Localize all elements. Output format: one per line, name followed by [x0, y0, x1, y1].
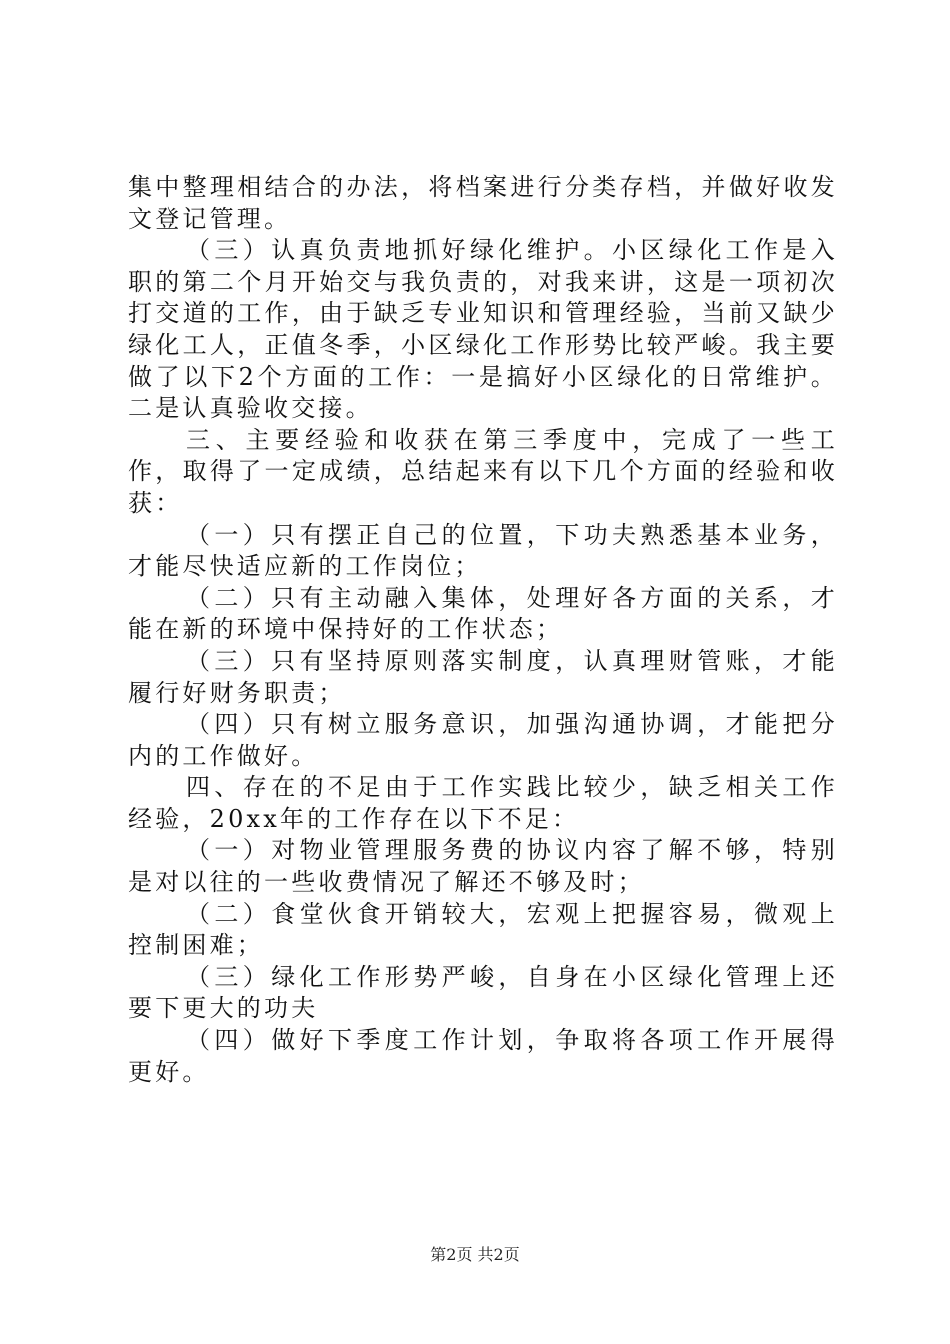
paragraph-12: （四）做好下季度工作计划，争取将各项工作开展得更好。: [128, 1026, 838, 1086]
paragraph-3: 三、主要经验和收获在第三季度中，完成了一些工作，取得了一定成绩，总结起来有以下几个方面的经验和收获：: [128, 425, 838, 517]
paragraph-9: （一）对物业管理服务费的协议内容了解不够，特别是对以往的一些收费情况了解还不够及时；: [128, 836, 838, 897]
paragraph-7: （四）只有树立服务意识，加强沟通协调，才能把分内的工作做好。: [128, 710, 838, 770]
paragraph-11: （三）绿化工作形势严峻，自身在小区绿化管理上还要下更大的功夫: [128, 962, 838, 1023]
paragraph-1: 集中整理相结合的办法，将档案进行分类存档，并做好收发文登记管理。: [128, 173, 838, 233]
paragraph-8: 四、存在的不足由于工作实践比较少，缺乏相关工作经验，20xx年的工作存在以下不足：: [128, 773, 838, 833]
paragraph-6: （三）只有坚持原则落实制度，认真理财管账，才能履行好财务职责；: [128, 646, 838, 707]
paragraph-4: （一）只有摆正自己的位置，下功夫熟悉基本业务，才能尽快适应新的工作岗位；: [128, 520, 838, 581]
page-number-label: 第2页 共2页: [430, 1245, 520, 1264]
paragraph-2: （三）认真负责地抓好绿化维护。小区绿化工作是入职的第二个月开始交与我负责的，对我来讲，这是一项初次打交道的工作，由于缺乏专业知识和管理经验，当前又缺少绿化工人，正值冬季，小区绿化工作形势比较严峻。我主要做了以下2个方面的工作：一是搞好小区绿化的日常维护。二是认真验收交接。: [128, 236, 838, 423]
paragraph-10: （二）食堂伙食开销较大，宏观上把握容易，微观上控制困难；: [128, 899, 838, 960]
document-body: [128, 172, 838, 1088]
page-footer: [0, 1242, 950, 1265]
paragraph-5: （二）只有主动融入集体，处理好各方面的关系，才能在新的环境中保持好的工作状态；: [128, 583, 838, 644]
